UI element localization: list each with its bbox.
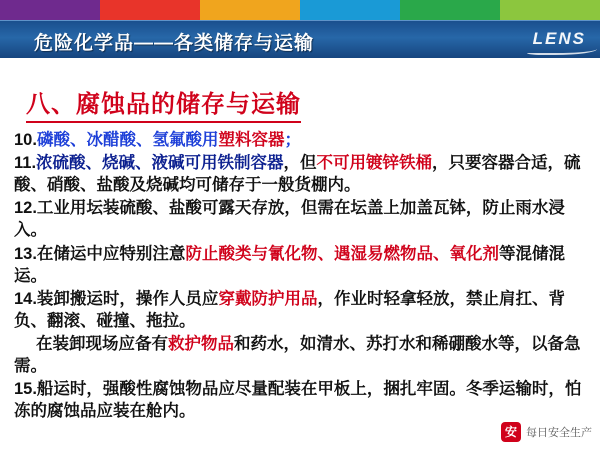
brand-logo [533,29,586,49]
text-run: 不可用镀锌铁桶 [316,154,433,173]
text-run: 13.在储运中应特别注意 [14,244,186,263]
color-strip-segment-0 [0,0,100,20]
color-strip-segment-1 [100,0,200,20]
color-strip-segment-3 [300,0,400,20]
text-run: 塑料容器 [218,131,285,149]
paragraph-item-11 [14,152,586,196]
safety-badge-icon: 安 [501,422,521,442]
paragraph-item-12 [14,197,586,241]
text-run: 15.船运时，强酸性腐蚀物品应尽量配装在甲板上，捆扎牢固。冬季运输时，怕冻的腐蚀品应装在舱内。 [14,380,582,421]
slide-header-banner [0,20,600,58]
page-title: 危险化学品——各类储存与运输 [34,33,315,54]
section-heading: 八、腐蚀品的储存与运输 [26,84,301,123]
color-strip-segment-5 [500,0,600,20]
text-run: 浓硫酸、烧碱、液碱可用铁制容器 [36,154,284,173]
text-run: 在装卸现场应备有 [36,334,168,353]
text-run: 14.装卸搬运时，操作人员应 [14,289,219,308]
text-run: 10. [14,131,37,149]
watermark-text: 每日安全生产 [526,427,592,439]
watermark-badge [501,422,592,442]
text-run: 穿戴防护用品 [218,289,318,308]
text-run: 等混储混运。 [14,244,565,285]
paragraph-item-14b [14,333,586,377]
text-run: ，但 [283,154,317,173]
text-run: 和药水，如清水、苏打水和稀硼酸水等，以备急需。 [14,334,581,376]
text-run: 12.工业用坛装硫酸、盐酸可露天存放，但需在坛盖上加盖瓦钵，防止雨水浸入。 [14,199,565,240]
brand-logo-swoosh-icon [527,45,597,55]
paragraph-item-10 [14,129,586,151]
color-strip-segment-2 [200,0,300,20]
paragraph-item-13 [14,243,586,287]
text-run: ，只要容器合适，硫酸、硝酸、盐酸及烧碱均可储存于一般货棚内。 [14,154,581,195]
text-run: 磷酸、冰醋酸、氢氟酸用 [36,131,219,149]
paragraph-list [0,129,600,422]
paragraph-item-15 [14,378,586,422]
text-run: 防止酸类与氰化物、遇湿易燃物品、氧化剂 [185,244,499,263]
text-run: 11. [14,154,37,173]
text-run: 救护物品 [168,334,234,353]
brand-logo-text: LENS [532,29,586,48]
text-run: ； [284,131,301,149]
decorative-color-strip [0,0,600,20]
slide-body [0,58,600,450]
text-run: ，作业时轻拿轻放，禁止肩扛、背负、翻滚、碰撞、拖拉。 [14,289,565,330]
paragraph-item-14 [14,288,586,332]
color-strip-segment-4 [400,0,500,20]
